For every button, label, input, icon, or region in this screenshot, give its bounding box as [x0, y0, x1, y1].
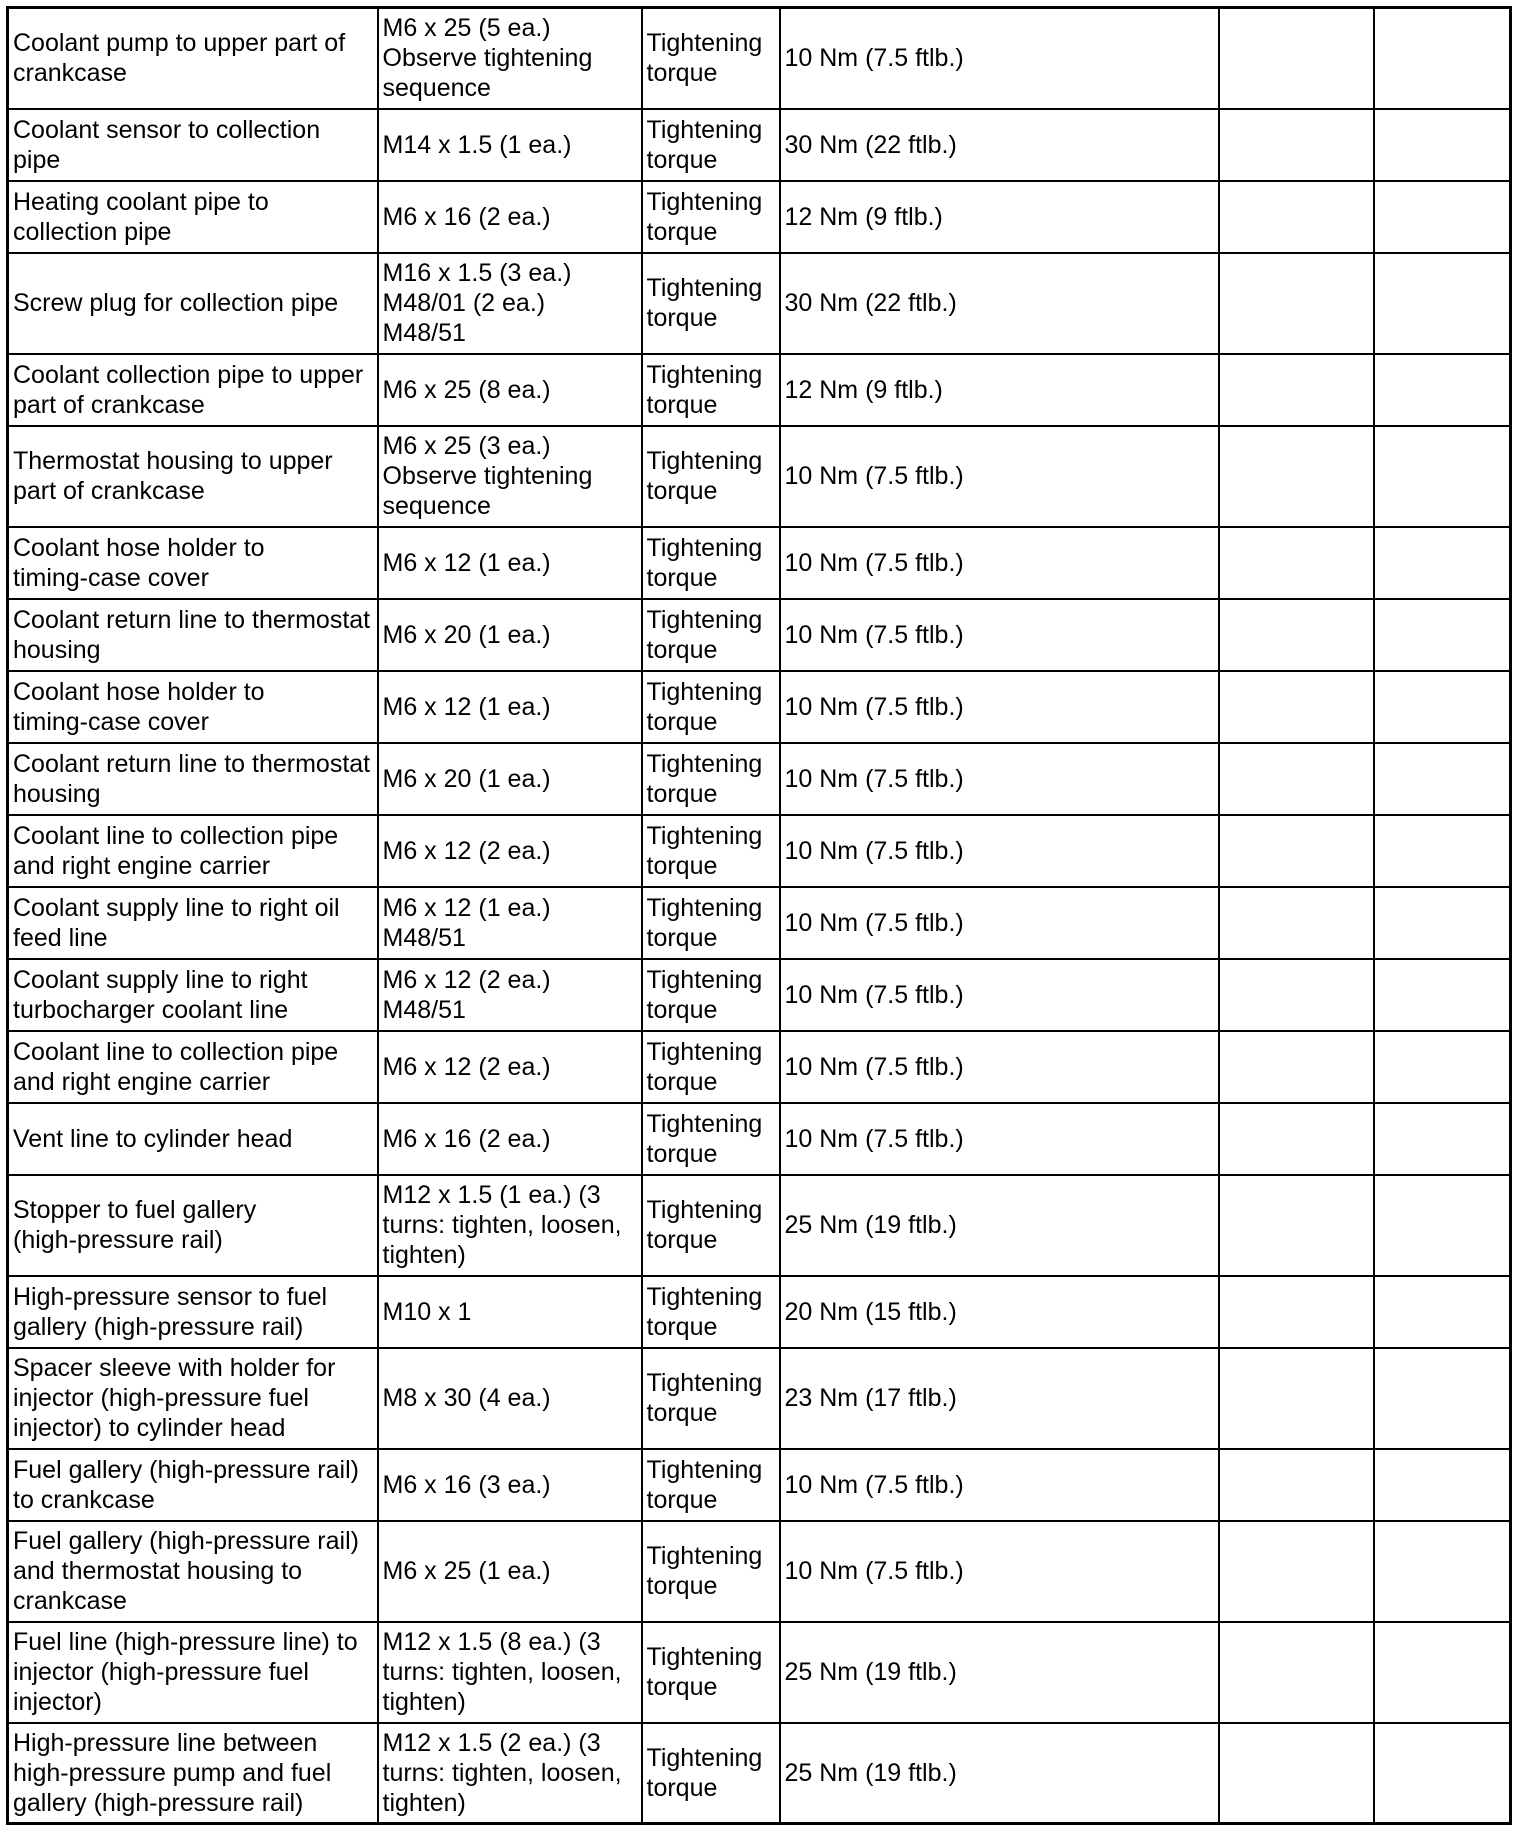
extra-cell-1: [1219, 8, 1374, 109]
fastener-cell-text: M6 x 12 (2 ea.): [382, 836, 551, 865]
component-cell: [8, 815, 378, 887]
extra-cell-1: [1219, 181, 1374, 253]
fastener-cell-text: M10 x 1: [382, 1297, 472, 1326]
fastener-cell-text: M12 x 1.5 (2 ea.) (3 turns: tighten, loosen, tighten): [382, 1728, 622, 1817]
torque-value-cell: [780, 527, 1219, 599]
fastener-cell-text: M6 x 20 (1 ea.): [382, 620, 551, 649]
torque-value-cell: [780, 8, 1219, 109]
fastener-cell: [378, 1723, 642, 1824]
torque-value-cell: [780, 1175, 1219, 1276]
extra-cell-1: [1219, 1103, 1374, 1175]
extra-cell-2: [1374, 181, 1511, 253]
table-row: [8, 815, 1511, 887]
torque-value-cell: [780, 1723, 1219, 1824]
extra-cell-2: [1374, 815, 1511, 887]
torque-value-cell: [780, 1521, 1219, 1622]
torque-value-cell: [780, 1348, 1219, 1449]
torque-value-cell-text: 10 Nm (7.5 ftlb.): [784, 620, 964, 649]
spec-type-cell: [642, 1031, 780, 1103]
spec-type-cell: [642, 426, 780, 527]
component-cell: [8, 527, 378, 599]
fastener-cell: [378, 8, 642, 109]
extra-cell-2: [1374, 253, 1511, 354]
component-cell: [8, 354, 378, 426]
spec-type-cell-text: Tightening torque: [646, 749, 763, 808]
torque-value-cell-text: 10 Nm (7.5 ftlb.): [784, 548, 964, 577]
spec-type-cell: [642, 1348, 780, 1449]
fastener-cell: [378, 599, 642, 671]
spec-type-cell-text: Tightening torque: [646, 1282, 763, 1341]
spec-type-cell-text: Tightening torque: [646, 187, 763, 246]
component-cell-text: Vent line to cylinder head: [13, 1124, 293, 1153]
extra-cell-2: [1374, 1348, 1511, 1449]
spec-type-cell-text: Tightening torque: [646, 29, 763, 88]
extra-cell-2: [1374, 599, 1511, 671]
torque-value-cell-text: 10 Nm (7.5 ftlb.): [784, 1557, 964, 1585]
table-row: [8, 1276, 1511, 1348]
component-cell: [8, 671, 378, 743]
table-row: [8, 253, 1511, 354]
extra-cell-2: [1374, 109, 1511, 181]
torque-value-cell: [780, 743, 1219, 815]
component-cell-text: Coolant sensor to collection pipe: [13, 115, 321, 174]
spec-type-cell-text: Tightening torque: [646, 605, 763, 664]
fastener-cell-text: M8 x 30 (4 ea.): [382, 1384, 551, 1412]
component-cell: [8, 1348, 378, 1449]
extra-cell-2: [1374, 1175, 1511, 1276]
fastener-cell-text: M6 x 25 (1 ea.): [382, 1557, 551, 1585]
fastener-cell-text: M6 x 25 (8 ea.): [382, 375, 551, 404]
component-cell-text: Coolant return line to thermostat housing: [13, 605, 371, 664]
component-cell: [8, 1103, 378, 1175]
table-row: [8, 599, 1511, 671]
fastener-cell: [378, 887, 642, 959]
component-cell-text: Coolant hose holder to timing-case cover: [13, 677, 265, 736]
extra-cell-1: [1219, 1348, 1374, 1449]
table-row: [8, 527, 1511, 599]
extra-cell-2: [1374, 1622, 1511, 1723]
spec-type-cell: [642, 527, 780, 599]
extra-cell-2: [1374, 527, 1511, 599]
table-row: [8, 354, 1511, 426]
spec-type-cell-text: Tightening torque: [646, 1542, 763, 1600]
torque-value-cell: [780, 815, 1219, 887]
spec-type-cell-text: Tightening torque: [646, 677, 763, 736]
extra-cell-1: [1219, 1031, 1374, 1103]
torque-value-cell: [780, 1103, 1219, 1175]
component-cell: [8, 1175, 378, 1276]
extra-cell-2: [1374, 743, 1511, 815]
table-row: [8, 1031, 1511, 1103]
torque-value-cell-text: 10 Nm (7.5 ftlb.): [784, 462, 964, 490]
fastener-cell-text: M6 x 12 (1 ea.): [382, 548, 551, 577]
extra-cell-1: [1219, 1521, 1374, 1622]
fastener-cell-text: M16 x 1.5 (3 ea.) M48/01 (2 ea.) M48/51: [382, 259, 572, 347]
fastener-cell: [378, 1348, 642, 1449]
fastener-cell: [378, 1276, 642, 1348]
fastener-cell-text: M6 x 20 (1 ea.): [382, 764, 551, 793]
spec-type-cell-text: Tightening torque: [646, 965, 763, 1024]
component-cell-text: Spacer sleeve with holder for injector (high-pressure fuel injector) to cylinder head: [13, 1354, 336, 1442]
table-row: [8, 1449, 1511, 1521]
fastener-cell: [378, 1521, 642, 1622]
extra-cell-2: [1374, 1276, 1511, 1348]
spec-type-cell-text: Tightening torque: [646, 893, 763, 952]
extra-cell-1: [1219, 527, 1374, 599]
component-cell-text: High-pressure sensor to fuel gallery (high-pressure rail): [13, 1282, 328, 1341]
extra-cell-2: [1374, 1449, 1511, 1521]
component-cell: [8, 426, 378, 527]
extra-cell-2: [1374, 1031, 1511, 1103]
component-cell-text: Fuel gallery (high-pressure rail) to crankcase: [13, 1455, 359, 1514]
spec-type-cell: [642, 354, 780, 426]
component-cell: [8, 1622, 378, 1723]
torque-value-cell: [780, 1449, 1219, 1521]
fastener-cell-text: M6 x 16 (3 ea.): [382, 1470, 551, 1499]
component-cell: [8, 1031, 378, 1103]
component-cell-text: Thermostat housing to upper part of crankcase: [13, 447, 333, 505]
extra-cell-1: [1219, 1723, 1374, 1824]
fastener-cell: [378, 109, 642, 181]
extra-cell-1: [1219, 354, 1374, 426]
table-row: [8, 671, 1511, 743]
spec-type-cell: [642, 887, 780, 959]
table-row: [8, 8, 1511, 109]
torque-value-cell-text: 10 Nm (7.5 ftlb.): [784, 1124, 964, 1153]
torque-value-cell-text: 25 Nm (19 ftlb.): [784, 1758, 957, 1787]
spec-type-cell-text: Tightening torque: [646, 533, 763, 592]
fastener-cell-text: M6 x 12 (2 ea.): [382, 1052, 551, 1081]
table-row: [8, 426, 1511, 527]
extra-cell-1: [1219, 109, 1374, 181]
torque-value-cell-text: 10 Nm (7.5 ftlb.): [784, 1470, 964, 1499]
spec-type-cell-text: Tightening torque: [646, 1743, 763, 1802]
component-cell-text: Coolant line to collection pipe and right engine carrier: [13, 1037, 339, 1096]
component-cell: [8, 959, 378, 1031]
extra-cell-2: [1374, 426, 1511, 527]
table-row: [8, 887, 1511, 959]
spec-type-cell: [642, 181, 780, 253]
torque-value-cell-text: 30 Nm (22 ftlb.): [784, 130, 957, 159]
extra-cell-1: [1219, 1449, 1374, 1521]
torque-value-cell: [780, 599, 1219, 671]
component-cell-text: Coolant supply line to right turbocharger coolant line: [13, 965, 308, 1024]
component-cell-text: Coolant line to collection pipe and right engine carrier: [13, 821, 339, 880]
extra-cell-1: [1219, 1622, 1374, 1723]
torque-value-cell-text: 10 Nm (7.5 ftlb.): [784, 836, 964, 865]
table-row: [8, 743, 1511, 815]
spec-type-cell-text: Tightening torque: [646, 1109, 763, 1168]
extra-cell-2: [1374, 671, 1511, 743]
torque-value-cell: [780, 426, 1219, 527]
component-cell: [8, 743, 378, 815]
spec-type-cell: [642, 109, 780, 181]
torque-value-cell: [780, 354, 1219, 426]
fastener-cell: [378, 671, 642, 743]
fastener-cell-text: M12 x 1.5 (1 ea.) (3 turns: tighten, loosen, tighten): [382, 1181, 622, 1269]
fastener-cell-text: M14 x 1.5 (1 ea.): [382, 130, 572, 159]
fastener-cell: [378, 959, 642, 1031]
component-cell: [8, 8, 378, 109]
component-cell: [8, 887, 378, 959]
spec-type-cell: [642, 253, 780, 354]
torque-value-cell-text: 12 Nm (9 ftlb.): [784, 375, 943, 404]
spec-type-cell: [642, 1103, 780, 1175]
extra-cell-2: [1374, 959, 1511, 1031]
torque-value-cell-text: 20 Nm (15 ftlb.): [784, 1297, 957, 1326]
spec-type-cell: [642, 1723, 780, 1824]
spec-type-cell-text: Tightening torque: [646, 447, 763, 505]
torque-value-cell-text: 30 Nm (22 ftlb.): [784, 289, 957, 317]
torque-value-cell: [780, 181, 1219, 253]
spec-type-cell: [642, 1449, 780, 1521]
fastener-cell: [378, 1031, 642, 1103]
table-row: [8, 959, 1511, 1031]
extra-cell-1: [1219, 1276, 1374, 1348]
fastener-cell-text: M12 x 1.5 (8 ea.) (3 turns: tighten, loosen, tighten): [382, 1628, 622, 1716]
component-cell: [8, 109, 378, 181]
fastener-cell: [378, 253, 642, 354]
torque-value-cell-text: 23 Nm (17 ftlb.): [784, 1384, 957, 1412]
spec-type-cell: [642, 1521, 780, 1622]
spec-type-cell: [642, 671, 780, 743]
fastener-cell: [378, 354, 642, 426]
table-row: [8, 1521, 1511, 1622]
spec-type-cell-text: Tightening torque: [646, 1196, 763, 1254]
extra-cell-2: [1374, 354, 1511, 426]
fastener-cell: [378, 743, 642, 815]
spec-type-cell-text: Tightening torque: [646, 115, 763, 174]
extra-cell-2: [1374, 8, 1511, 109]
torque-value-cell-text: 25 Nm (19 ftlb.): [784, 1211, 957, 1239]
torque-value-cell-text: 10 Nm (7.5 ftlb.): [784, 692, 964, 721]
component-cell-text: Fuel line (high-pressure line) to injector (high-pressure fuel injector): [13, 1628, 358, 1716]
component-cell-text: Coolant hose holder to timing-case cover: [13, 533, 265, 592]
spec-type-cell-text: Tightening torque: [646, 274, 763, 332]
spec-type-cell-text: Tightening torque: [646, 1369, 763, 1427]
fastener-cell: [378, 181, 642, 253]
fastener-cell-text: M6 x 16 (2 ea.): [382, 1124, 551, 1153]
component-cell-text: High-pressure line between high-pressure pump and fuel gallery (high-pressure rail): [13, 1728, 332, 1817]
component-cell: [8, 253, 378, 354]
component-cell-text: Coolant supply line to right oil feed line: [13, 893, 340, 952]
extra-cell-2: [1374, 887, 1511, 959]
table-row: [8, 1348, 1511, 1449]
torque-value-cell-text: 10 Nm (7.5 ftlb.): [784, 908, 964, 937]
spec-type-cell-text: Tightening torque: [646, 360, 763, 419]
table-row: [8, 1723, 1511, 1824]
extra-cell-1: [1219, 959, 1374, 1031]
torque-value-cell: [780, 109, 1219, 181]
torque-value-cell-text: 10 Nm (7.5 ftlb.): [784, 764, 964, 793]
extra-cell-1: [1219, 599, 1374, 671]
fastener-cell: [378, 527, 642, 599]
torque-value-cell-text: 10 Nm (7.5 ftlb.): [784, 980, 964, 1009]
fastener-cell: [378, 1622, 642, 1723]
fastener-cell-text: M6 x 16 (2 ea.): [382, 202, 551, 231]
fastener-cell-text: M6 x 25 (3 ea.) Observe tightening sequence: [382, 432, 593, 520]
torque-value-cell-text: 25 Nm (19 ftlb.): [784, 1658, 957, 1686]
component-cell-text: Heating coolant pipe to collection pipe: [13, 187, 269, 246]
extra-cell-1: [1219, 743, 1374, 815]
fastener-cell-text: M6 x 12 (2 ea.) M48/51: [382, 965, 551, 1024]
spec-type-cell: [642, 1622, 780, 1723]
extra-cell-2: [1374, 1103, 1511, 1175]
extra-cell-1: [1219, 671, 1374, 743]
fastener-cell: [378, 1175, 642, 1276]
fastener-cell: [378, 1103, 642, 1175]
component-cell-text: Coolant collection pipe to upper part of crankcase: [13, 360, 364, 419]
component-cell: [8, 1723, 378, 1824]
component-cell-text: Coolant pump to upper part of crankcase: [13, 29, 346, 88]
fastener-cell-text: M6 x 12 (1 ea.): [382, 692, 551, 721]
torque-value-cell: [780, 253, 1219, 354]
fastener-cell: [378, 815, 642, 887]
extra-cell-1: [1219, 426, 1374, 527]
torque-value-cell: [780, 959, 1219, 1031]
table-row: [8, 181, 1511, 253]
table-row: [8, 109, 1511, 181]
extra-cell-1: [1219, 887, 1374, 959]
spec-type-cell: [642, 599, 780, 671]
spec-type-cell-text: Tightening torque: [646, 1455, 763, 1514]
torque-value-cell: [780, 887, 1219, 959]
fastener-cell-text: M6 x 25 (5 ea.) Observe tightening sequence: [382, 14, 593, 103]
torque-value-cell-text: 10 Nm (7.5 ftlb.): [784, 1052, 964, 1081]
spec-type-cell-text: Tightening torque: [646, 1037, 763, 1096]
fastener-cell: [378, 426, 642, 527]
torque-value-cell: [780, 1622, 1219, 1723]
component-cell-text: Fuel gallery (high-pressure rail) and thermostat housing to crankcase: [13, 1527, 359, 1615]
torque-spec-table: [6, 6, 1512, 1825]
spec-type-cell: [642, 743, 780, 815]
spec-type-cell-text: Tightening torque: [646, 1643, 763, 1701]
table-row: [8, 1103, 1511, 1175]
torque-value-cell: [780, 671, 1219, 743]
component-cell: [8, 1276, 378, 1348]
spec-type-cell: [642, 1276, 780, 1348]
component-cell: [8, 1449, 378, 1521]
component-cell: [8, 1521, 378, 1622]
spec-type-cell: [642, 8, 780, 109]
extra-cell-1: [1219, 253, 1374, 354]
spec-type-cell-text: Tightening torque: [646, 821, 763, 880]
table-row: [8, 1622, 1511, 1723]
component-cell: [8, 599, 378, 671]
spec-type-cell: [642, 815, 780, 887]
torque-value-cell: [780, 1276, 1219, 1348]
torque-table-body: [8, 8, 1511, 1824]
component-cell: [8, 181, 378, 253]
extra-cell-2: [1374, 1521, 1511, 1622]
torque-value-cell-text: 12 Nm (9 ftlb.): [784, 202, 943, 231]
spec-type-cell: [642, 1175, 780, 1276]
extra-cell-1: [1219, 815, 1374, 887]
spec-type-cell: [642, 959, 780, 1031]
torque-value-cell-text: 10 Nm (7.5 ftlb.): [784, 44, 964, 73]
component-cell-text: Screw plug for collection pipe: [13, 289, 339, 317]
component-cell-text: Coolant return line to thermostat housing: [13, 749, 371, 808]
fastener-cell: [378, 1449, 642, 1521]
extra-cell-2: [1374, 1723, 1511, 1824]
fastener-cell-text: M6 x 12 (1 ea.) M48/51: [382, 893, 551, 952]
extra-cell-1: [1219, 1175, 1374, 1276]
table-row: [8, 1175, 1511, 1276]
component-cell-text: Stopper to fuel gallery (high-pressure rail): [13, 1196, 257, 1254]
torque-value-cell: [780, 1031, 1219, 1103]
